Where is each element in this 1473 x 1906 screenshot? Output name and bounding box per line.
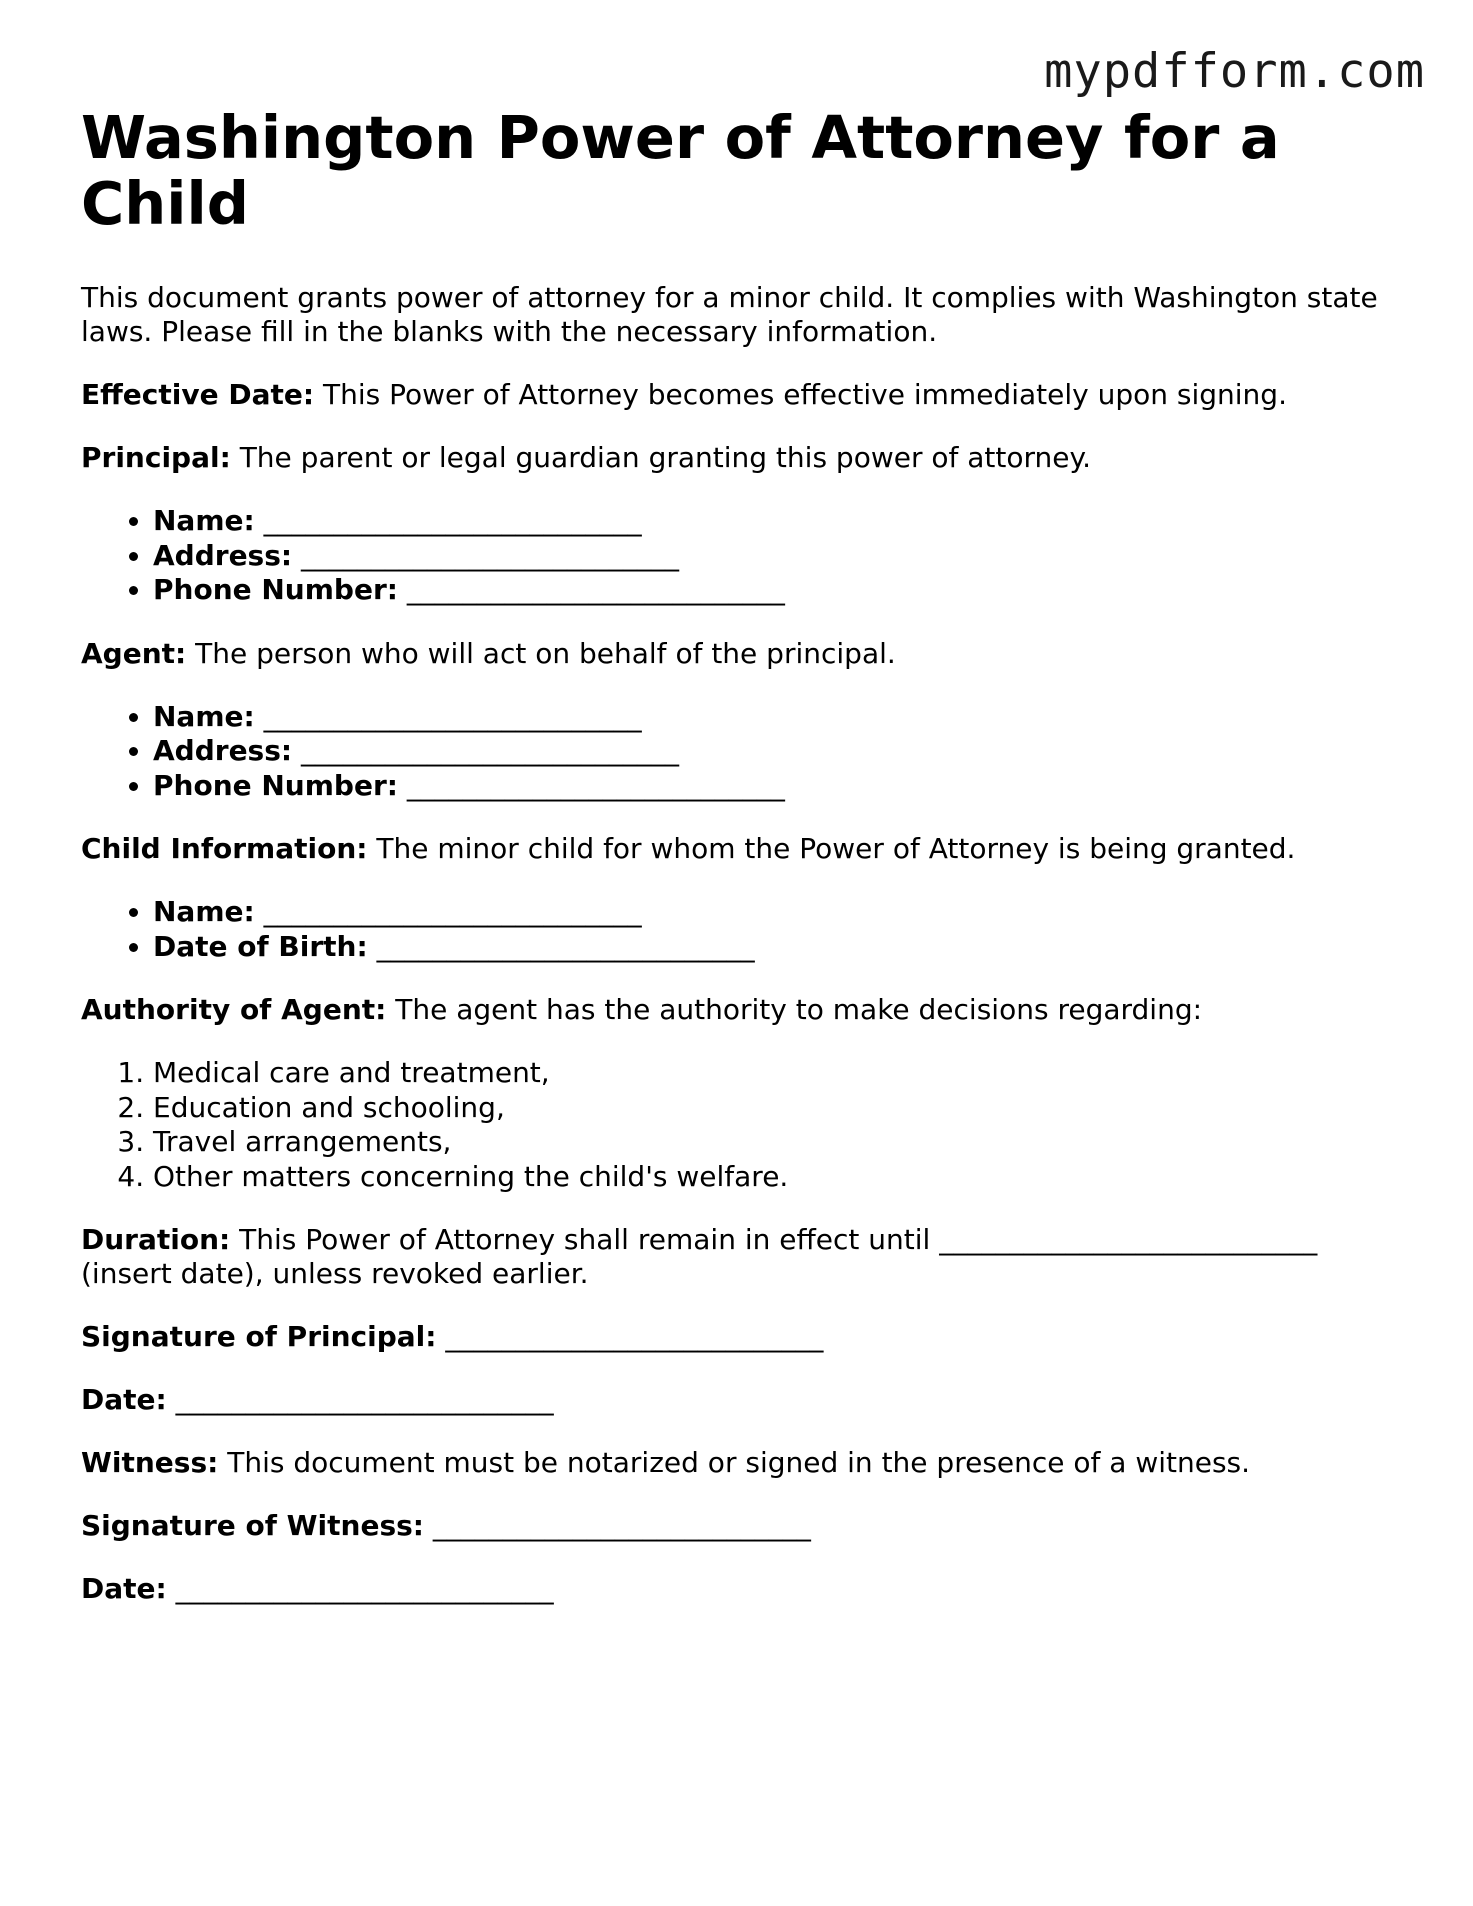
agent-label: Agent: bbox=[81, 636, 187, 670]
principal-address-field[interactable] bbox=[153, 539, 1401, 574]
witness-text: This document must be notarized or signed in the presence of a witness. bbox=[218, 1446, 1251, 1479]
page-title: Washington Power of Attorney for a Child bbox=[81, 103, 1280, 238]
principal-text: The parent or legal guardian granting this power of attorney. bbox=[230, 441, 1091, 474]
duration-paragraph bbox=[81, 1223, 1401, 1291]
principal-paragraph bbox=[81, 441, 1401, 475]
agent-paragraph bbox=[81, 637, 1401, 671]
field-label: Date of Birth: bbox=[153, 929, 368, 963]
principal-fields-list bbox=[81, 504, 1401, 608]
effective-date-label: Effective Date: bbox=[81, 378, 315, 411]
field-label: Name: bbox=[153, 504, 255, 537]
signature-principal-label: Signature of Principal: bbox=[81, 1320, 437, 1353]
authority-item-travel: 3. Travel arrangements, bbox=[153, 1125, 1401, 1160]
fill-in-blank[interactable]: ___________________________ bbox=[376, 929, 755, 963]
agent-text: The person who will act on behalf of the principal. bbox=[186, 636, 896, 670]
fill-in-blank[interactable]: ___________________________ bbox=[263, 895, 642, 928]
fill-in-blank[interactable]: ___________________________ bbox=[301, 734, 679, 767]
authority-item-welfare: 4. Other matters concerning the child's welfare. bbox=[153, 1160, 1401, 1195]
agent-address-field[interactable] bbox=[153, 734, 1401, 769]
witness-paragraph bbox=[81, 1446, 1401, 1480]
intro-paragraph: This document grants power of attorney for a minor child. It complies with Washington state laws. Please fill in the blanks with the necessary information. bbox=[81, 281, 1378, 348]
duration-label: Duration: bbox=[81, 1223, 231, 1256]
fill-in-blank[interactable]: ___________________________ bbox=[263, 504, 642, 537]
signature-witness-line[interactable] bbox=[81, 1509, 1401, 1543]
duration-text-after: (insert date), unless revoked earlier. bbox=[81, 1257, 589, 1290]
field-label: Phone Number: bbox=[153, 768, 398, 802]
agent-name-field[interactable] bbox=[153, 700, 1401, 735]
child-info-paragraph bbox=[81, 832, 1401, 866]
watermark: mypdfform.com bbox=[1044, 44, 1425, 99]
principal-label: Principal: bbox=[81, 441, 231, 474]
date-label: Date: bbox=[81, 1383, 167, 1416]
fill-in-blank[interactable]: ___________________________ bbox=[432, 1509, 811, 1542]
witness-date-line[interactable] bbox=[81, 1572, 1401, 1606]
authority-list bbox=[81, 1056, 1401, 1194]
principal-name-field[interactable] bbox=[153, 504, 1401, 539]
child-info-text: The minor child for whom the Power of Attorney is being granted. bbox=[367, 832, 1296, 865]
duration-text: This Power of Attorney shall remain in effect until bbox=[230, 1223, 940, 1256]
authority-item-medical: 1. Medical care and treatment, bbox=[153, 1056, 1401, 1091]
fill-in-blank[interactable]: ___________________________ bbox=[175, 1572, 554, 1605]
field-label: Name: bbox=[153, 699, 255, 733]
authority-label: Authority of Agent: bbox=[81, 993, 387, 1026]
field-label: Phone Number: bbox=[153, 573, 398, 606]
fill-in-blank[interactable]: ___________________________ bbox=[263, 699, 642, 733]
field-label: Name: bbox=[153, 895, 255, 928]
agent-fields-list bbox=[81, 700, 1401, 804]
fill-in-blank[interactable]: ___________________________ bbox=[175, 1383, 554, 1416]
signature-principal-line[interactable] bbox=[81, 1320, 1401, 1354]
effective-date-text: This Power of Attorney becomes effective immediately upon signing. bbox=[314, 378, 1287, 411]
duration-date-blank[interactable]: ___________________________ bbox=[939, 1223, 1318, 1256]
fill-in-blank[interactable]: ___________________________ bbox=[445, 1320, 824, 1353]
document-page bbox=[81, 105, 1401, 1635]
child-name-field[interactable] bbox=[153, 895, 1401, 930]
fill-in-blank[interactable]: ___________________________ bbox=[301, 538, 679, 572]
fill-in-blank[interactable]: ___________________________ bbox=[406, 573, 785, 606]
witness-label: Witness: bbox=[81, 1446, 219, 1479]
date-label: Date: bbox=[81, 1572, 167, 1605]
agent-phone-field[interactable] bbox=[153, 769, 1401, 804]
field-label: Address: bbox=[153, 538, 293, 572]
field-label: Address: bbox=[153, 734, 293, 767]
authority-item-education: 2. Education and schooling, bbox=[153, 1091, 1401, 1126]
child-info-label: Child Information: bbox=[81, 832, 368, 865]
signature-witness-label: Signature of Witness: bbox=[81, 1509, 424, 1542]
principal-phone-field[interactable] bbox=[153, 573, 1401, 608]
authority-text: The agent has the authority to make decisions regarding: bbox=[386, 993, 1203, 1026]
effective-date-paragraph bbox=[81, 378, 1401, 412]
authority-paragraph bbox=[81, 993, 1401, 1027]
fill-in-blank[interactable]: ___________________________ bbox=[406, 768, 785, 802]
principal-date-line[interactable] bbox=[81, 1383, 1401, 1417]
child-fields-list bbox=[81, 895, 1401, 964]
child-dob-field[interactable] bbox=[153, 930, 1401, 965]
